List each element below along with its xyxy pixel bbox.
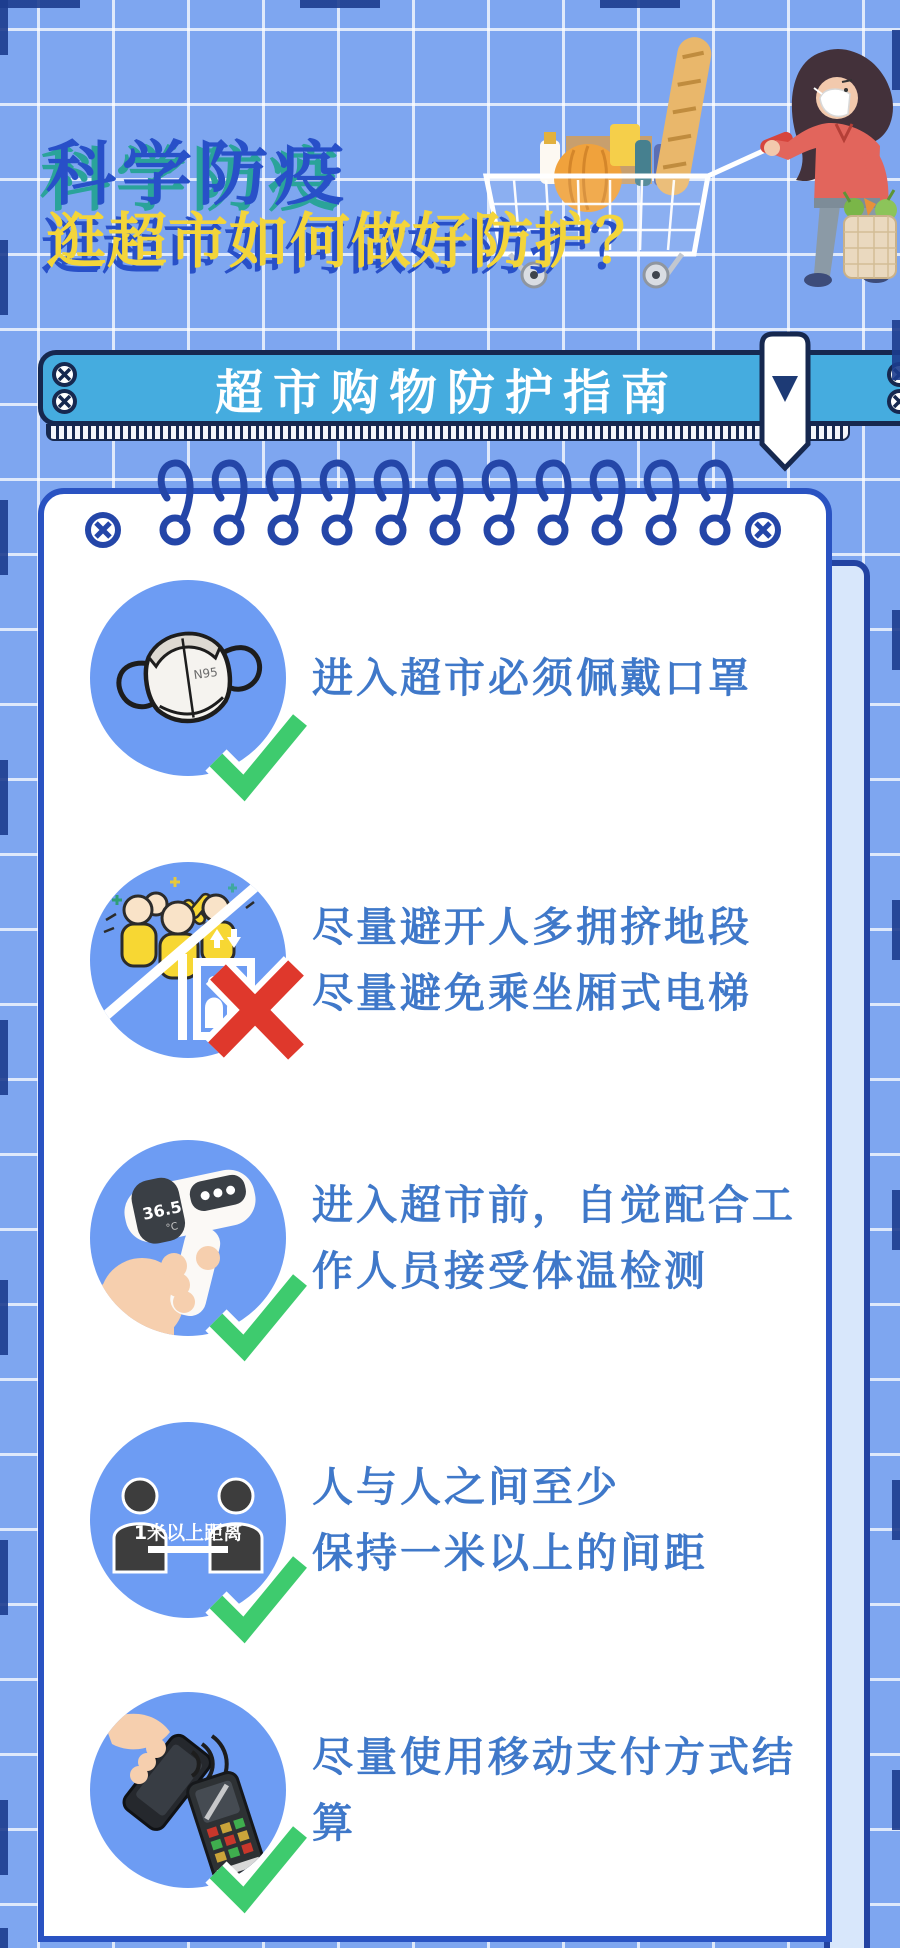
item-text-line: 保持一米以上的间距 [312, 1529, 708, 1577]
bookmark-ribbon [756, 330, 814, 476]
spiral-loop-icon [701, 463, 730, 542]
item-illustration [90, 1140, 286, 1336]
spiral-binding [75, 452, 795, 564]
spiral-loop-icon [215, 463, 244, 542]
item-text-line: 作人员接受体温检测 [312, 1247, 708, 1295]
guide-item [90, 862, 752, 1058]
check-icon [200, 708, 312, 804]
distance-label: 1米以上距离 [133, 1522, 243, 1544]
screw-icon [886, 361, 900, 388]
item-text-line: 尽量使用移动支付方式结 [312, 1732, 796, 1781]
baguette [653, 34, 714, 197]
masked-shopper [764, 49, 897, 287]
screw-icon [51, 361, 78, 388]
spiral-loop-icon [323, 463, 352, 542]
poster-subtitle: 逛超市如何做好防护？ [46, 207, 656, 277]
screw-icon [886, 388, 900, 415]
guide-item [90, 1692, 796, 1888]
guide-item [90, 1422, 708, 1618]
spiral-loop-icon [593, 463, 622, 542]
frame-dash-left [0, 0, 8, 1948]
mask-label: N95 [192, 664, 219, 683]
thermometer-reading: 36.5 [140, 1197, 184, 1224]
item-illustration [90, 1692, 286, 1888]
guide-item [90, 580, 752, 776]
item-text [312, 645, 752, 711]
banner-hatch-edge [46, 424, 850, 441]
item-text-line: 人与人之间至少 [312, 1462, 620, 1511]
cross-icon [194, 948, 322, 1072]
binding-end-icon [748, 515, 778, 545]
item-text [312, 1724, 796, 1857]
spiral-loop-icon [539, 463, 568, 542]
thermometer-unit: °C [165, 1221, 180, 1235]
frame-dash-top [0, 0, 900, 8]
item-text-line: 进入超市前，自觉配合工 [312, 1180, 796, 1229]
spiral-loop-icon [647, 463, 676, 542]
item-text-line: 尽量避开人多拥挤地段 [312, 902, 752, 951]
check-icon [200, 1820, 312, 1916]
spiral-loop-icon [161, 463, 190, 542]
spiral-loop-icon [485, 463, 514, 542]
item-illustration [90, 862, 286, 1058]
guide-item [90, 1140, 796, 1336]
item-text-line: 进入超市必须佩戴口罩 [312, 653, 752, 702]
screw-icon [51, 388, 78, 415]
guide-card [38, 488, 832, 1942]
item-text-line: 尽量避免乘坐厢式电梯 [312, 969, 752, 1017]
check-icon [200, 1268, 312, 1364]
frame-dash-right [892, 0, 900, 1948]
binding-end-icon [88, 515, 118, 545]
spiral-loop-icon [431, 463, 460, 542]
spiral-loop-icon [269, 463, 298, 542]
spiral-loop-icon [377, 463, 406, 542]
item-illustration [90, 580, 286, 776]
item-text-line: 算 [312, 1799, 356, 1847]
banner-title: 超市购物防护指南 [214, 364, 679, 421]
item-text [312, 894, 752, 1027]
item-illustration [90, 1422, 286, 1618]
vegetable-bag [844, 190, 897, 278]
item-text [312, 1454, 708, 1587]
item-text [312, 1172, 796, 1305]
poster-title: 科学防疫 [46, 133, 350, 215]
check-icon [200, 1550, 312, 1646]
